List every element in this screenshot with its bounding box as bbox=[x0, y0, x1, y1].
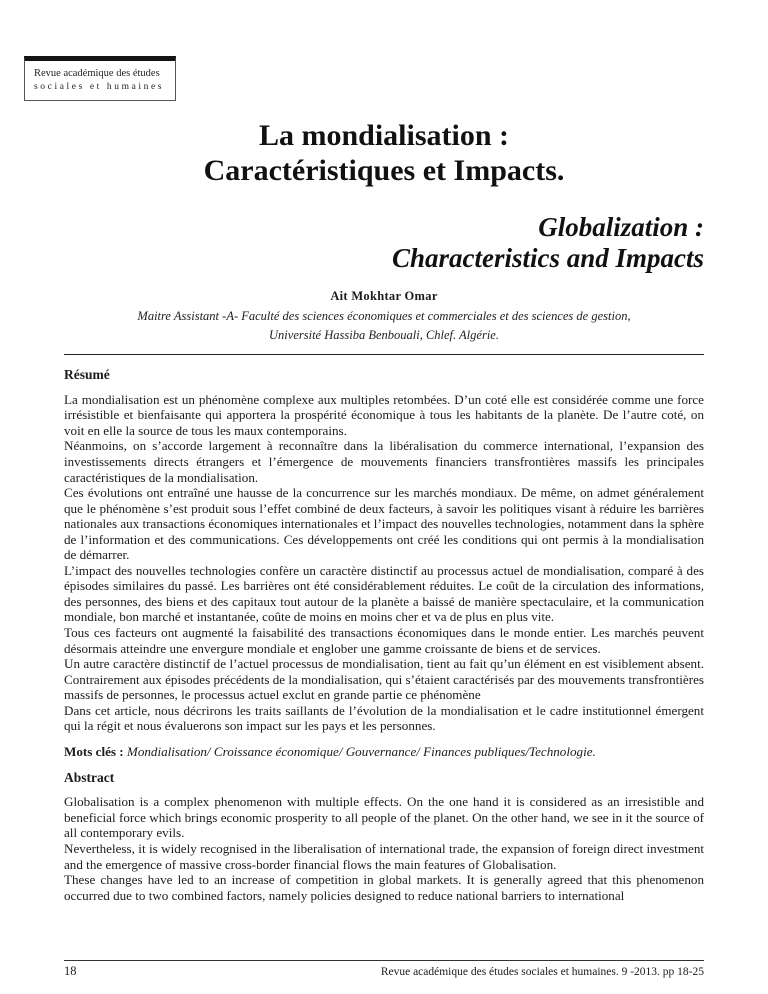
resume-paragraph: Un autre caractère distinctif de l’actuel processus de mondialisation, tient au fait qu’un élément en est visiblement absent. Contrairement aux épisodes précédents de la mondialisation, qui s’étaient caractérisés par des mouvements transfrontières massifs de personnes, le processus actuel exclut en grande partie ce phénomène bbox=[64, 656, 704, 703]
footer-journal-info: Revue académique des études sociales et humaines. 9 -2013. pp 18-25 bbox=[380, 966, 704, 978]
keywords-label: Mots clés : bbox=[64, 743, 124, 759]
resume-heading: Résumé bbox=[64, 366, 110, 382]
page-footer bbox=[64, 960, 704, 979]
resume-body bbox=[64, 392, 704, 734]
title-fr-line1: La mondialisation : bbox=[258, 119, 510, 152]
author-name: Ait Mokhtar Omar bbox=[330, 289, 438, 304]
resume-paragraph: La mondialisation est un phénomène complexe aux multiples retombées. D’un coté elle est considérée comme une force irrésistible et bienfaisante qui apportera la prospérité économique à tous les habitants de la planète. De l’autre coté, on voit en elle la source de tous les maux contemporains. bbox=[64, 391, 704, 438]
resume-paragraph: Ces évolutions ont entraîné une hausse de la concurrence sur les marchés mondiaux. De même, on admet généralement que le phénomène s’est produit sous l’effet combiné de deux facteurs, à savoir les politiques visant à réduire les barrières nationales aux transactions économiques internationales et l’impact des nouvelles technologies, notamment dans la sphère de l’information et des communications. Ces développements ont créé les conditions qui ont permis à la mondialisation de démarrer. bbox=[64, 485, 704, 563]
title-fr-line2: Caractéristiques et Impacts. bbox=[203, 154, 565, 188]
paper-title-french bbox=[64, 118, 704, 188]
resume-paragraph: L’impact des nouvelles technologies confère un caractère distinctif au processus actuel de mondialisation, comparé à des épisodes similaires du passé. Les barrières ont été considérablement réduites. Le coût de la circulation des informations, des personnes, des biens et des capitaux tout autour de la planète a baissé de manière spectaculaire, et la communication mondiale, bon marché et instantanée, coûte de moins en moins cher et va de plus en plus vite. bbox=[64, 562, 704, 625]
affiliation-line2: Université Hassiba Benbouali, Chlef. Algérie. bbox=[269, 328, 499, 343]
resume-paragraph: Tous ces facteurs ont augmenté la faisabilité des transactions économiques dans le monde entier. Les marchés peuvent désormais atteindre une envergure mondiale et englober une gamme croissante de biens et de services. bbox=[64, 624, 704, 656]
journal-name-line2: sociales et humaines bbox=[34, 82, 165, 92]
page-number: 18 bbox=[64, 964, 77, 978]
affiliation-line1: Maitre Assistant -A- Faculté des sciences économiques et commerciales et des sciences de gestion, bbox=[137, 309, 631, 324]
abstract-paragraph: These changes have led to an increase of competition in global markets. It is generally agreed that this phenomenon occurred due to two combined factors, namely policies designed to reduce national barriers to international bbox=[64, 872, 704, 903]
resume-paragraph: Néanmoins, on s’accorde largement à reconnaître dans la libéralisation du commerce international, l’expansion des investissements directs étrangers et l’émergence de mouvements financiers transfrontières massifs les principales caractéristiques de la mondialisation. bbox=[64, 438, 704, 485]
title-en-line1: Globalization : bbox=[538, 212, 704, 243]
paper-title-english bbox=[64, 212, 704, 274]
journal-identity-box bbox=[24, 56, 176, 101]
resume-paragraph: Dans cet article, nous décrirons les traits saillants de l’évolution de la mondialisation et le cadre institutionnel émergent qui la régit et nous évaluerons son impact sur les pays et les personnes. bbox=[64, 702, 704, 734]
abstract-paragraph: Nevertheless, it is widely recognised in the liberalisation of international trade, the expansion of foreign direct investment and the emergence of massive cross-border financial flows the main features of Globalisation. bbox=[64, 840, 704, 872]
journal-name-line1: Revue académique des études bbox=[34, 68, 160, 79]
header-divider bbox=[64, 354, 704, 355]
keywords-value: Mondialisation/ Croissance économique/ Gouvernance/ Finances publiques/Technologie. bbox=[123, 743, 596, 759]
author-affiliation bbox=[64, 307, 704, 345]
abstract-paragraph: Globalisation is a complex phenomenon with multiple effects. On the one hand it is considered as an irresistible and beneficial force which brings economic prosperity to all people of the planet. On the other hand, we see in it the source of all contemporary evils. bbox=[64, 794, 704, 841]
abstract-body bbox=[64, 794, 704, 903]
title-en-line2: Characteristics and Impacts bbox=[391, 243, 704, 274]
paper-content bbox=[0, 118, 768, 903]
abstract-heading: Abstract bbox=[64, 770, 115, 786]
keywords-line bbox=[64, 744, 704, 760]
